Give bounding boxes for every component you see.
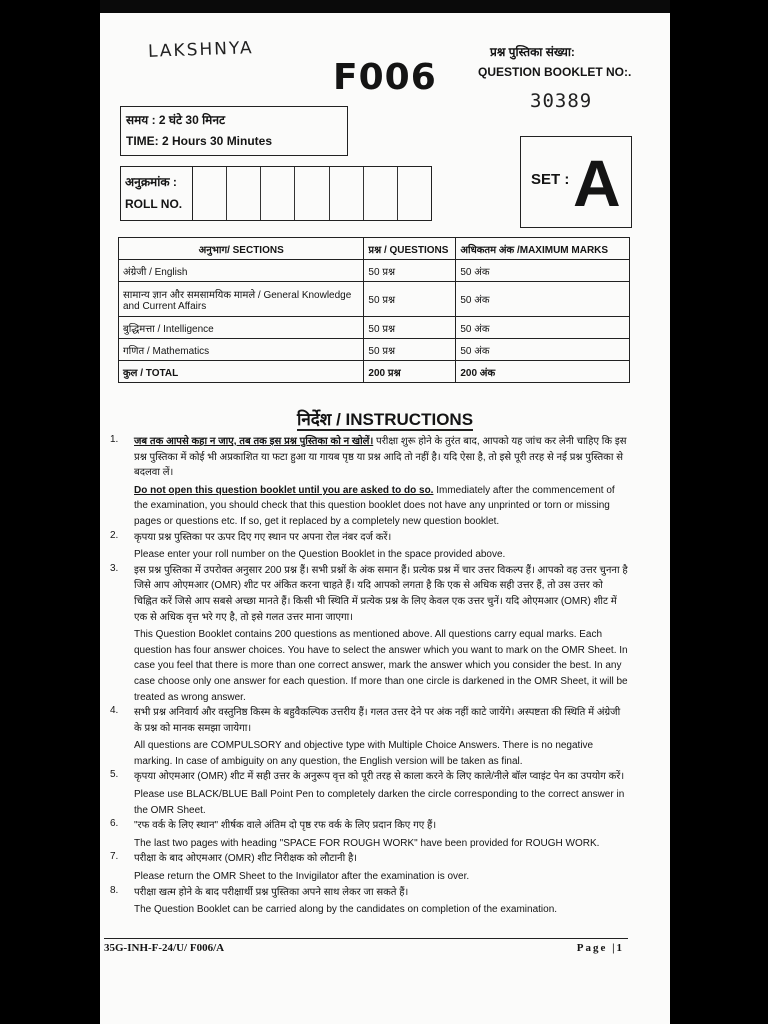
total-questions: 200 प्रश्न xyxy=(364,361,456,383)
set-label: SET : xyxy=(531,171,570,188)
instruction-item xyxy=(110,434,628,530)
instruction-hindi: परीक्षा के बाद ओएमआर (OMR) शीट निरीक्षक को लौटानी है। xyxy=(134,853,358,865)
section-questions: 50 प्रश्न xyxy=(364,317,456,339)
question-booklet-page xyxy=(100,0,670,1024)
paper-code: F006 xyxy=(333,57,437,98)
set-box xyxy=(520,136,632,228)
set-letter: A xyxy=(573,146,621,220)
instruction-hindi: इस प्रश्न पुस्तिका में उपरोक्त अनुसार 200 प्रश्न हैं। सभी प्रश्नों के अंक समान हैं। प्रत्येक प्रश्न में चार उत्तर विकल्प हैं। आपको वह उत्तर चुनना है जिसे आप ओएमआर (OMR) शीट पर अंकित करना चाहते हैं। यदि आपको लगता है कि एक से अधिक सही उत्तर हैं, तो उस उत्तर को चिह्नित करें जिसे आप सबसे अच्छा मानते हैं। किसी भी स्थिति में प्रत्येक प्रश्न के लिए केवल एक उत्तर चुनें। यदि ओएमआर (OMR) शीट में एक से अधिक वृत्त भरे गए है, तो इसे गलत उत्तर माना जाएगा। xyxy=(134,564,628,623)
instruction-item xyxy=(110,705,628,769)
roll-digit-cell[interactable] xyxy=(261,167,295,220)
instruction-hindi: परीक्षा खत्म होने के बाद परीक्षार्थी प्रश्न पुस्तिका अपने साथ लेकर जा सकते हैं। xyxy=(134,886,409,898)
booklet-number-label-hindi: प्रश्न पुस्तिका संख्या: xyxy=(490,45,575,59)
roll-digit-cell[interactable] xyxy=(330,167,364,220)
instruction-english: Please enter your roll number on the Question Booklet in the space provided above. xyxy=(134,549,506,561)
instruction-number: 2. xyxy=(110,529,119,541)
instruction-number: 1. xyxy=(110,434,119,445)
section-questions: 50 प्रश्न xyxy=(364,260,456,282)
instruction-number: 3. xyxy=(110,562,119,574)
instruction-item xyxy=(110,563,628,705)
instruction-english: Please return the OMR Sheet to the Invigilator after the examination is over. xyxy=(134,871,470,883)
instruction-item xyxy=(110,530,628,563)
section-name: बुद्धिमत्ता / Intelligence xyxy=(119,317,364,339)
instruction-hindi: कृपया प्रश्न पुस्तिका पर ऊपर दिए गए स्थान पर अपना रोल नंबर दर्ज करें। xyxy=(134,531,392,543)
section-marks: 50 अंक xyxy=(456,339,630,361)
instruction-hindi: सभी प्रश्न अनिवार्य और वस्तुनिष्ठ किस्म के बहुवैकल्पिक उत्तरीय हैं। गलत उत्तर देने पर अंक नहीं काटे जायेंगे। अस्पष्टता की स्थिति में अंग्रेजी के प्रश्न को मानक समझा जायेगा। xyxy=(134,707,621,734)
roll-digit-cell[interactable] xyxy=(398,167,431,220)
time-box xyxy=(120,106,348,156)
booklet-number: 30389 xyxy=(530,90,593,112)
section-questions: 50 प्रश्न xyxy=(364,339,456,361)
roll-label-hindi: अनुक्रमांक : xyxy=(125,175,177,189)
instruction-hindi: कृपया ओएमआर (OMR) शीट में सही उत्तर के अनुरूप वृत्त को पूरी तरह से काला करने के लिए काले/नीले बॉल प्वाइंट पेन का उपयोग करें। xyxy=(134,771,625,783)
instruction-english: The last two pages with heading "SPACE FOR ROUGH WORK" have been provided for ROUGH WORK. xyxy=(134,837,600,849)
table-row xyxy=(119,260,630,282)
instruction-item xyxy=(110,885,628,918)
section-questions: 50 प्रश्न xyxy=(364,282,456,317)
roll-digit-cell[interactable] xyxy=(364,167,398,220)
table-total-row xyxy=(119,361,630,383)
header-questions: प्रश्न / QUESTIONS xyxy=(364,238,456,260)
time-hindi: समय : 2 घंटे 30 मिनट xyxy=(126,113,226,127)
time-english: TIME: 2 Hours 30 Minutes xyxy=(126,134,273,148)
instruction-english-text: Immediately after the commencement of the examination, you should check that this question booklet does not have any unprinted or torn or missing pages or questions etc. If so, get it replaced by a completely new question booklet. xyxy=(134,484,615,527)
instruction-hindi-emphasis: जब तक आपसे कहा न जाए, तब तक इस प्रश्न पुस्तिका को न खोलें। xyxy=(134,436,374,447)
instruction-english xyxy=(134,483,628,530)
scan-border xyxy=(100,0,670,13)
total-label: कुल / TOTAL xyxy=(119,361,364,383)
instruction-number: 4. xyxy=(110,705,119,717)
instruction-english: All questions are COMPULSORY and objective type with Multiple Choice Answers. There is no negative marking. In case of ambiguity on any question, the English version will be taken as final. xyxy=(134,740,594,767)
roll-digit-cell[interactable] xyxy=(193,167,227,220)
section-marks: 50 अंक xyxy=(456,317,630,339)
instructions-title xyxy=(100,407,670,430)
roll-number-label xyxy=(121,167,193,220)
total-marks: 200 अंक xyxy=(456,361,630,383)
table-row xyxy=(119,317,630,339)
instruction-english: The Question Booklet can be carried along by the candidates on completion of the examination. xyxy=(134,904,558,916)
instruction-english: This Question Booklet contains 200 questions as mentioned above. All questions carry equal marks. Each question has four answer choices. You have to select the answer which you want to mark on the OMR Sheet. In case you feel that there is more than one correct answer, mark the answer which you consider the best. In any case choose only one answer for each question. If more than one circle is darkened in the OMR Sheet, it will be treated as wrong answer. xyxy=(134,629,628,703)
instructions-title-text: निर्देश / INSTRUCTIONS xyxy=(296,410,474,429)
instruction-number: 6. xyxy=(110,818,119,830)
booklet-number-label: QUESTION BOOKLET NO:. xyxy=(478,65,632,79)
instruction-number: 8. xyxy=(110,884,119,896)
section-name: सामान्य ज्ञान और समसामयिक मामले / General Knowledge and Current Affairs xyxy=(119,282,364,317)
header-max-marks: अधिकतम अंक /MAXIMUM MARKS xyxy=(456,238,630,260)
handwritten-candidate-name: LAKSHNYA xyxy=(147,38,254,62)
header-sections: अनुभाग/ SECTIONS xyxy=(119,238,364,260)
section-marks: 50 अंक xyxy=(456,260,630,282)
page-number: Page |1 xyxy=(576,942,624,954)
roll-number-box xyxy=(120,166,432,221)
instructions-list xyxy=(110,434,628,918)
section-name: अंग्रेजी / English xyxy=(119,260,364,282)
instruction-number: 7. xyxy=(110,851,119,863)
roll-digit-cell[interactable] xyxy=(227,167,261,220)
instruction-hindi: "रफ वर्क के लिए स्थान" शीर्षक वाले अंतिम दो पृष्ठ रफ वर्क के लिए प्रदान किए गए हैं। xyxy=(134,820,437,832)
footer-code: 35G-INH-F-24/U/ F006/A xyxy=(104,942,225,954)
instruction-item xyxy=(110,818,628,851)
table-row xyxy=(119,339,630,361)
table-row xyxy=(119,282,630,317)
sections-table xyxy=(118,237,630,383)
instruction-hindi-text: परीक्षा शुरू होने के तुरंत बाद, आपको यह जांच कर लेनी चाहिए कि इस प्रश्न पुस्तिका में कोई भी अप्रकाशित या फटा हुआ या गायब पृष्ठ या प्रश्न आदि तो नहीं है। यदि ऐसा है, तो इसे पूरी तरह से नई प्रश्न पुस्तिका से बदलवा लें। xyxy=(134,436,627,479)
section-name: गणित / Mathematics xyxy=(119,339,364,361)
instruction-english-emphasis: Do not open this question booklet until you are asked to do so. xyxy=(134,484,434,496)
instruction-english: Please use BLACK/BLUE Ball Point Pen to completely darken the circle corresponding to the correct answer in the OMR Sheet. xyxy=(134,789,625,816)
table-header-row xyxy=(119,238,630,260)
page-footer xyxy=(104,938,628,954)
roll-label-english: ROLL NO. xyxy=(125,197,183,211)
instruction-item xyxy=(110,851,628,884)
roll-digit-cell[interactable] xyxy=(295,167,329,220)
instruction-number: 5. xyxy=(110,769,119,781)
instruction-item xyxy=(110,769,628,818)
instruction-hindi xyxy=(134,434,628,481)
section-marks: 50 अंक xyxy=(456,282,630,317)
